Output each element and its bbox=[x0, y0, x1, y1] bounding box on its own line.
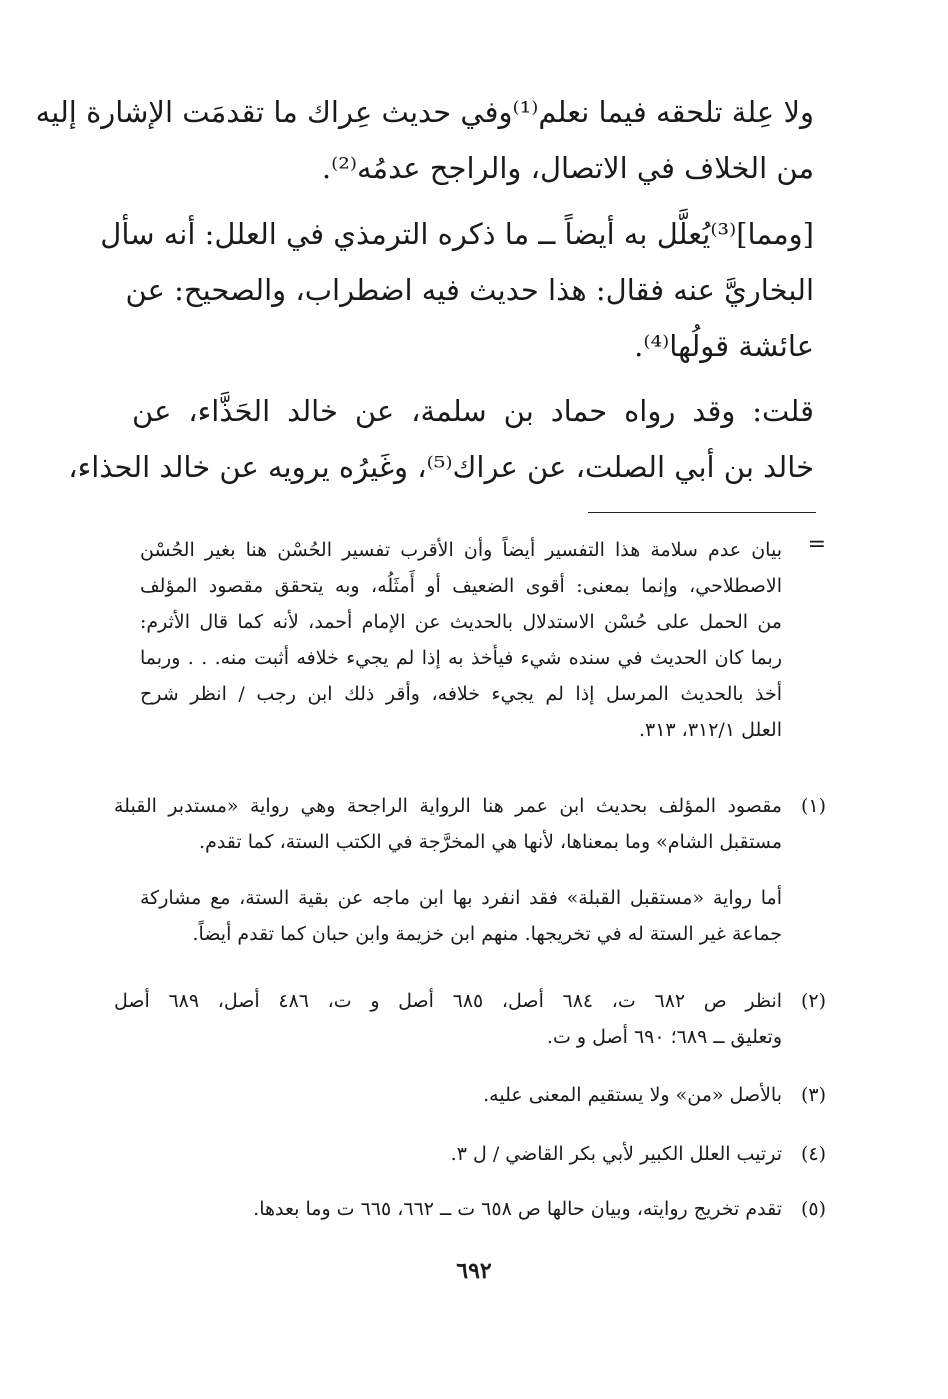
continuation-mark: = bbox=[807, 532, 826, 557]
footnote-line: العلل ٣١٢/١، ٣١٣. bbox=[638, 719, 782, 741]
page-number: ٦٩٢ bbox=[456, 1258, 492, 1284]
footnote-line: جماعة غير الستة له في تخريجها. منهم ابن خزيمة وابن حبان كما تقدم أيضاً. bbox=[192, 923, 782, 945]
text-line: البخاريَّ عنه فقال: هذا حديث فيه اضطراب، والصحيح: عن bbox=[125, 273, 814, 307]
main-paragraph-3 bbox=[68, 383, 814, 495]
text-line: قلت: وقد رواه حماد بن سلمة، عن خالد الحَذَّاء، عن bbox=[132, 394, 814, 428]
footnote-number: (١) bbox=[800, 795, 826, 817]
main-paragraph-1 bbox=[35, 84, 814, 196]
footnote-line: أخذ بالحديث المرسل إذا لم يجيء خلافه، وأقر ذلك ابن رجب / انظر شرح bbox=[140, 683, 782, 705]
footnote-line: ربما كان الحديث في سنده شيء فيأخذ به إذا لم يجيء خلافه أثبت منه. . . وربما bbox=[140, 647, 782, 669]
footnote-line: من الحمل على حُسْن الاستدلال بالحديث عن الإمام أحمد، لأنه كما قال الأثرم: bbox=[140, 611, 782, 633]
footnote-line: انظر ص ٦٨٢ ت، ٦٨٤ أصل، ٦٨٥ أصل و ت، ٤٨٦ أصل، ٦٨٩ أصل bbox=[114, 990, 783, 1012]
footnote-number: (٢) bbox=[800, 990, 826, 1012]
footnote-continuation bbox=[140, 532, 782, 748]
footnote-line: تقدم تخريج روايته، وبيان حالها ص ٦٥٨ ت ــ ٦٦٢، ٦٦٥ ت وما بعدها. bbox=[253, 1198, 782, 1220]
main-paragraph-2 bbox=[100, 206, 814, 374]
footnote-2 bbox=[114, 983, 826, 1055]
footnote-line: مستقبل الشام» وما بمعناها، لأنها هي المخرَّجة في الكتب الستة، كما تقدم. bbox=[199, 831, 782, 853]
footnote-4 bbox=[114, 1136, 826, 1172]
footnote-line: أما رواية «مستقبل القبلة» فقد انفرد بها ابن ماجه عن بقية الستة، مع مشاركة bbox=[140, 887, 782, 909]
footnote-line: وتعليق ــ ٦٨٩؛ ٦٩٠ أصل و ت. bbox=[546, 1026, 782, 1048]
footnote-line: بيان عدم سلامة هذا التفسير أيضاً وأن الأقرب تفسير الحُسْن هنا بغير الحُسْن bbox=[140, 539, 782, 561]
footnote-line: بالأصل «من» ولا يستقيم المعنى عليه. bbox=[483, 1084, 782, 1106]
text-line: عائشة قولُها⁽⁴⁾. bbox=[634, 329, 814, 363]
footnote-number: (٣) bbox=[800, 1084, 826, 1106]
footnote-number: (٤) bbox=[800, 1143, 826, 1165]
footnote-number: (٥) bbox=[800, 1198, 826, 1220]
footnote-5 bbox=[114, 1191, 826, 1227]
footnote-1 bbox=[114, 788, 826, 860]
footnote-1-extra bbox=[140, 880, 782, 952]
footnote-3 bbox=[114, 1077, 826, 1113]
footnote-line: الاصطلاحي، وإنما بمعنى: أقوى الضعيف أو أَمثَلُه، وبه يتحقق مقصود المؤلف bbox=[140, 575, 782, 597]
text-line: [ومما]⁽³⁾يُعلَّل به أيضاً ــ ما ذكره الترمذي في العلل: أنه سأل bbox=[100, 217, 814, 251]
footnote-line: مقصود المؤلف بحديث ابن عمر هنا الرواية الراجحة وهي رواية «مستدبر القبلة bbox=[114, 795, 782, 817]
text-line: ولا عِلة تلحقه فيما نعلم⁽¹⁾وفي حديث عِراك ما تقدمَت الإشارة إليه bbox=[35, 95, 814, 129]
text-line: من الخلاف في الاتصال، والراجح عدمُه⁽²⁾. bbox=[321, 151, 814, 185]
footnote-separator bbox=[588, 512, 816, 513]
footnote-line: ترتيب العلل الكبير لأبي بكر القاضي / ل ٣. bbox=[450, 1143, 782, 1165]
text-line: خالد بن أبي الصلت، عن عراك⁽⁵⁾، وغَيرُه يرويه عن خالد الحذاء، bbox=[68, 450, 814, 484]
